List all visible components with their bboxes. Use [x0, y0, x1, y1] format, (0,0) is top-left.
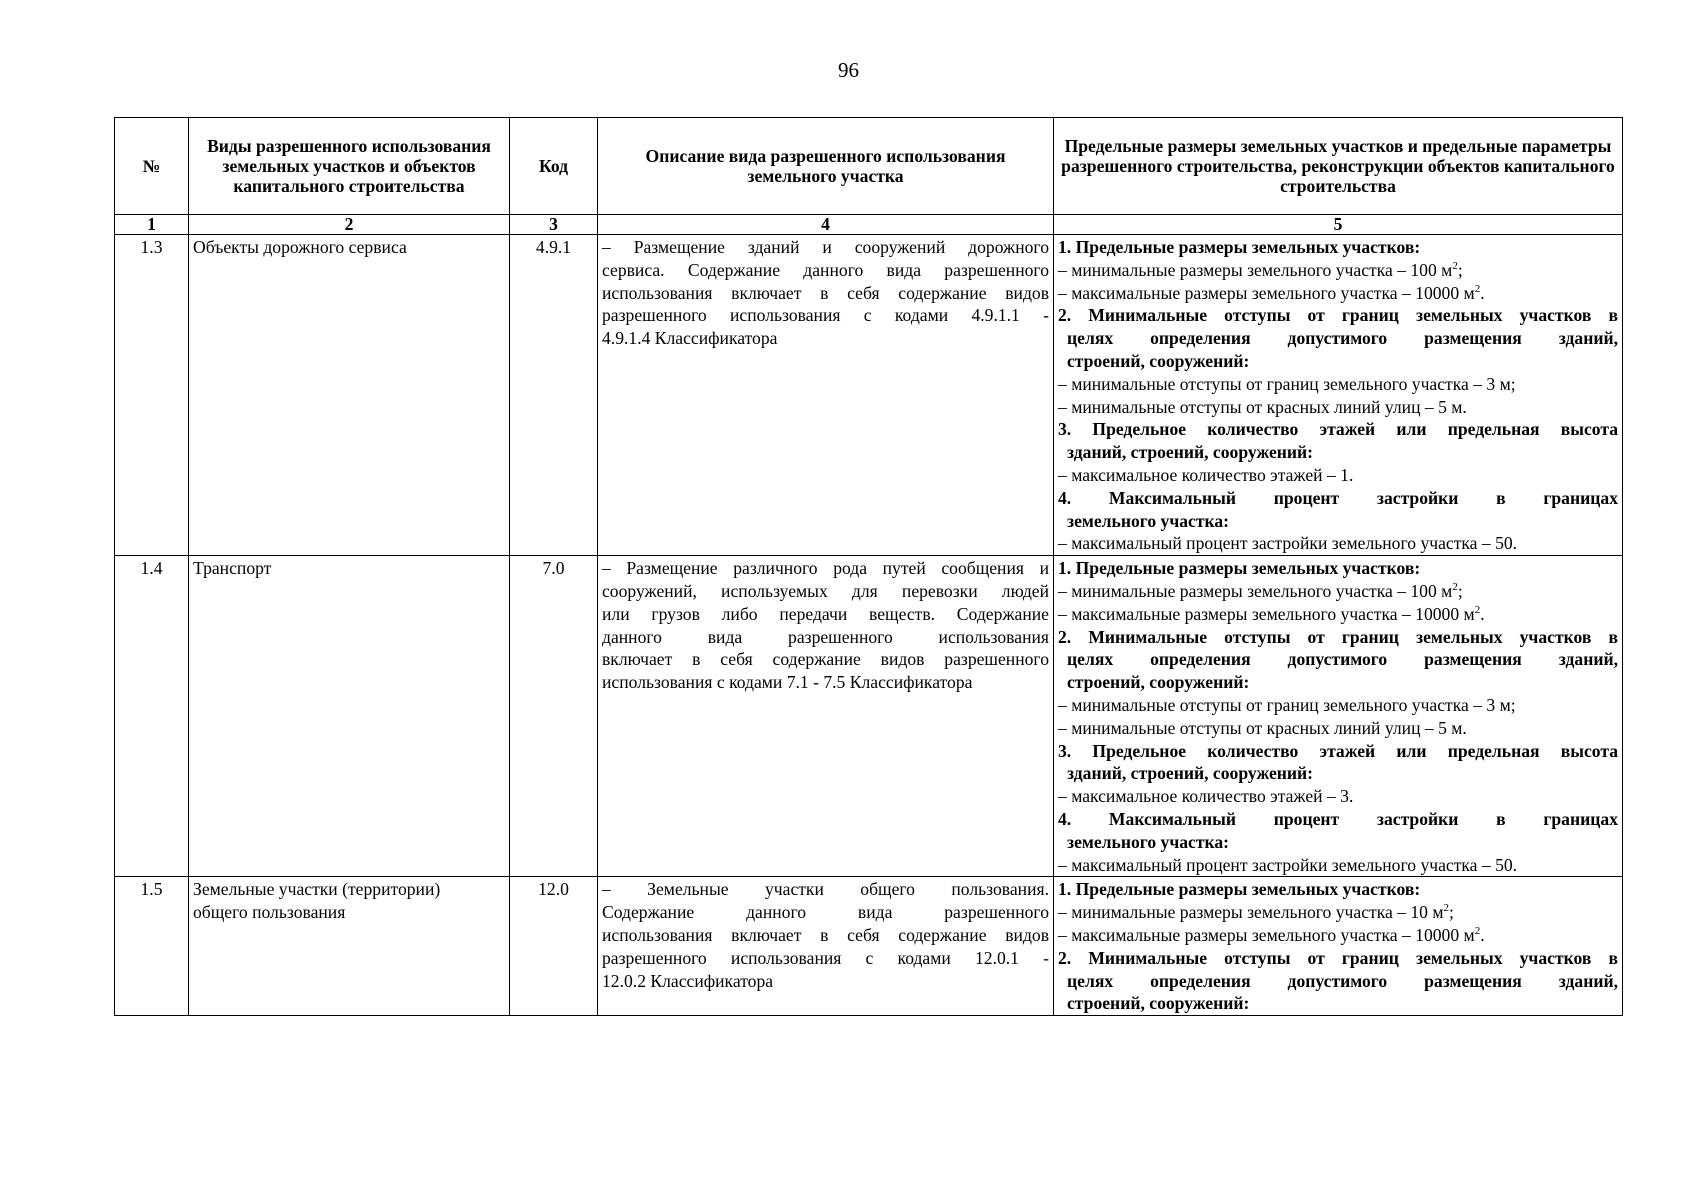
param-value: – максимальный процент застройки земельного участка – 50. — [1058, 533, 1518, 554]
header-code: Код — [510, 118, 598, 215]
table-header-row — [115, 118, 1623, 215]
description-line: Содержание данного вида разрешенного — [602, 902, 1049, 923]
param-value: – максимальное количество этажей – 3. — [1058, 786, 1354, 807]
row-description — [598, 235, 1054, 556]
row-number: 1.5 — [115, 877, 189, 1016]
param-value: – минимальные отступы от границ земельного участка – 3 м; — [1058, 694, 1516, 715]
table-row — [115, 556, 1623, 877]
row-number: 1.4 — [115, 556, 189, 877]
description-line: включает в себя содержание видов разрешенного — [602, 649, 1049, 670]
description-line: сооружений, используемых для перевозки людей — [602, 580, 1049, 601]
description-line: или грузов либо передачи веществ. Содержание — [602, 603, 1049, 624]
row-description — [598, 556, 1054, 877]
description-line: использования включает в себя содержание видов — [602, 924, 1049, 945]
param-heading: 1. Предельные размеры земельных участков: — [1058, 237, 1421, 257]
row-parameters — [1054, 556, 1623, 877]
description-line: данного вида разрешенного использования — [602, 626, 1049, 647]
param-heading: 1. Предельные размеры земельных участков: — [1058, 879, 1421, 900]
row-use-type: Земельные участки (территории) общего пользования — [189, 877, 510, 1016]
param-value: – минимальные отступы от красных линий улиц – 5 м. — [1058, 717, 1467, 738]
table-row — [115, 235, 1623, 556]
description-line: сервиса. Содержание данного вида разрешенного — [602, 259, 1049, 280]
param-heading: 3. Предельное количество этажей или предельная высота зданий, строений, сооружений: — [1058, 419, 1618, 463]
param-value: – минимальные размеры земельного участка – 10 $м^2$; — [1058, 902, 1454, 923]
description-line: использования включает в себя содержание видов — [602, 282, 1049, 303]
row-description — [598, 877, 1054, 1016]
row-use-type: Транспорт — [189, 556, 510, 877]
description-line: 12.0.2 Классификатора — [602, 970, 774, 991]
header-number: № — [115, 118, 189, 215]
description-line: разрешенного использования с кодами 12.0.1 - — [602, 947, 1049, 968]
param-value: – минимальные отступы от границ земельного участка – 3 м; — [1058, 373, 1516, 394]
land-use-table — [114, 117, 1623, 1016]
param-value: – минимальные размеры земельного участка – 100 $м^2$; — [1058, 259, 1463, 280]
header-description: Описание вида разрешенного использования земельного участка — [598, 118, 1054, 215]
table-row — [115, 877, 1623, 1016]
row-parameters — [1054, 877, 1623, 1016]
param-value: – минимальные отступы от красных линий улиц – 5 м. — [1058, 396, 1467, 417]
description-line: – Земельные участки общего пользования. — [602, 879, 1049, 900]
column-number-row — [115, 215, 1623, 235]
param-value: – минимальные размеры земельного участка – 100 $м^2$; — [1058, 580, 1463, 601]
row-use-type: Объекты дорожного сервиса — [189, 235, 510, 556]
param-heading: 2. Минимальные отступы от границ земельных участков в целях определения допустимого размещения зданий, строений, сооружений: — [1058, 305, 1618, 371]
description-line: 4.9.1.4 Классификатора — [602, 328, 778, 349]
row-code: 7.0 — [510, 556, 598, 877]
column-number: 5 — [1054, 215, 1623, 235]
param-value: – максимальные размеры земельного участка – 10000 $м^2$. — [1058, 603, 1485, 624]
column-number: 2 — [189, 215, 510, 235]
page-number: 96 — [838, 58, 859, 82]
row-code: 12.0 — [510, 877, 598, 1016]
description-line: – Размещение различного рода путей сообщения и — [602, 558, 1049, 579]
param-value: – максимальный процент застройки земельного участка – 50. — [1058, 854, 1518, 875]
column-number: 3 — [510, 215, 598, 235]
param-heading: 2. Минимальные отступы от границ земельных участков в целях определения допустимого размещения зданий, строений, сооружений: — [1058, 626, 1618, 693]
row-number: 1.3 — [115, 235, 189, 556]
param-value: – максимальное количество этажей – 1. — [1058, 464, 1354, 485]
param-value: – максимальные размеры земельного участка – 10000 $м^2$. — [1058, 282, 1485, 303]
param-heading: 2. Минимальные отступы от границ земельных участков в целях определения допустимого размещения зданий, строений, сооружений: — [1058, 947, 1618, 1014]
column-number: 1 — [115, 215, 189, 235]
header-use-type: Виды разрешенного использования земельных участков и объектов капитального строительства — [189, 118, 510, 215]
description-line: использования с кодами 7.1 - 7.5 Классификатора — [602, 672, 973, 693]
row-code: 4.9.1 — [510, 235, 598, 556]
description-line: – Размещение зданий и сооружений дорожного — [602, 237, 1049, 257]
param-value: – максимальные размеры земельного участка – 10000 $м^2$. — [1058, 924, 1485, 945]
column-number: 4 — [598, 215, 1054, 235]
param-heading: 3. Предельное количество этажей или предельная высота зданий, строений, сооружений: — [1058, 740, 1618, 784]
header-parameters: Предельные размеры земельных участков и предельные параметры разрешенного строительства, реконструкции объектов капитального строительства — [1054, 118, 1623, 215]
param-heading: 4. Максимальный процент застройки в границах земельного участка: — [1058, 487, 1618, 531]
row-parameters — [1054, 235, 1623, 556]
param-heading: 4. Максимальный процент застройки в границах земельного участка: — [1058, 808, 1618, 852]
description-line: разрешенного использования с кодами 4.9.1.1 - — [602, 305, 1049, 326]
param-heading: 1. Предельные размеры земельных участков: — [1058, 558, 1421, 579]
